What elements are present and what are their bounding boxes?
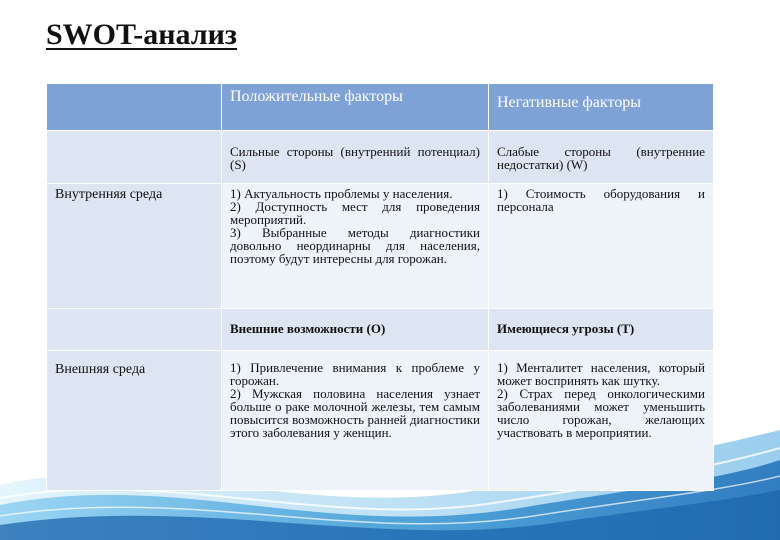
header-negative-cell bbox=[489, 84, 714, 131]
strengths-item: 2) Доступность мест для проведения мероприятий. bbox=[230, 199, 480, 227]
opportunities-list bbox=[222, 351, 488, 443]
threats-item: 2) Страх перед онкологическими заболеваниями может уменьшить число горожан, желающих участвовать в мероприятии. bbox=[497, 386, 705, 440]
ot-label-row bbox=[47, 309, 714, 351]
header-positive: Положительные факторы bbox=[230, 88, 403, 105]
opportunities-label-cell bbox=[222, 309, 489, 351]
external-env-cell bbox=[47, 351, 222, 491]
strengths-cell bbox=[222, 184, 489, 309]
header-positive-cell bbox=[222, 84, 489, 131]
page-title: SWOT-анализ bbox=[46, 18, 237, 51]
opportunities-cell bbox=[222, 351, 489, 491]
ot-label-empty-cell bbox=[47, 309, 222, 351]
weaknesses-label: Слабые стороны (внутренние недостатки) (W) bbox=[497, 144, 705, 172]
sw-label-empty-cell bbox=[47, 131, 222, 184]
weaknesses-label-cell bbox=[489, 131, 714, 184]
strengths-item: 1) Актуальность проблемы у населения. bbox=[230, 186, 453, 201]
weaknesses-item: 1) Стоимость оборудования и персонала bbox=[497, 186, 705, 214]
strengths-label: Сильные стороны (внутренний потенциал) (S) bbox=[230, 144, 480, 172]
threats-label: Имеющиеся угрозы (T) bbox=[497, 321, 635, 336]
internal-env-label: Внутренняя среда bbox=[55, 187, 163, 202]
strengths-list bbox=[222, 184, 488, 269]
swot-table bbox=[46, 83, 714, 491]
header-negative: Негативные факторы bbox=[497, 94, 641, 111]
weaknesses-cell bbox=[489, 184, 714, 309]
threats-cell bbox=[489, 351, 714, 491]
strengths-label-cell bbox=[222, 131, 489, 184]
header-empty-cell bbox=[47, 84, 222, 131]
opportunities-item: 1) Привлечение внимания к проблеме у горожан. bbox=[230, 360, 480, 388]
external-row bbox=[47, 351, 714, 491]
threats-list bbox=[489, 351, 713, 443]
header-row bbox=[47, 84, 714, 131]
internal-env-cell bbox=[47, 184, 222, 309]
threats-label-cell bbox=[489, 309, 714, 351]
internal-row bbox=[47, 184, 714, 309]
opportunities-item: 2) Мужская половина населения узнает больше о раке молочной железы, тем самым повысится возможность ранней диагностики этого заболевания у женщин. bbox=[230, 386, 480, 440]
sw-label-row bbox=[47, 131, 714, 184]
weaknesses-list bbox=[489, 184, 713, 217]
strengths-item: 3) Выбранные методы диагностики довольно неординарны для населения, поэтому будут интересны для горожан. bbox=[230, 225, 480, 266]
external-env-label: Внешняя среда bbox=[55, 362, 146, 377]
threats-item: 1) Менталитет населения, который может воспринять как шутку. bbox=[497, 360, 705, 388]
opportunities-label: Внешние возможности (O) bbox=[230, 321, 386, 336]
